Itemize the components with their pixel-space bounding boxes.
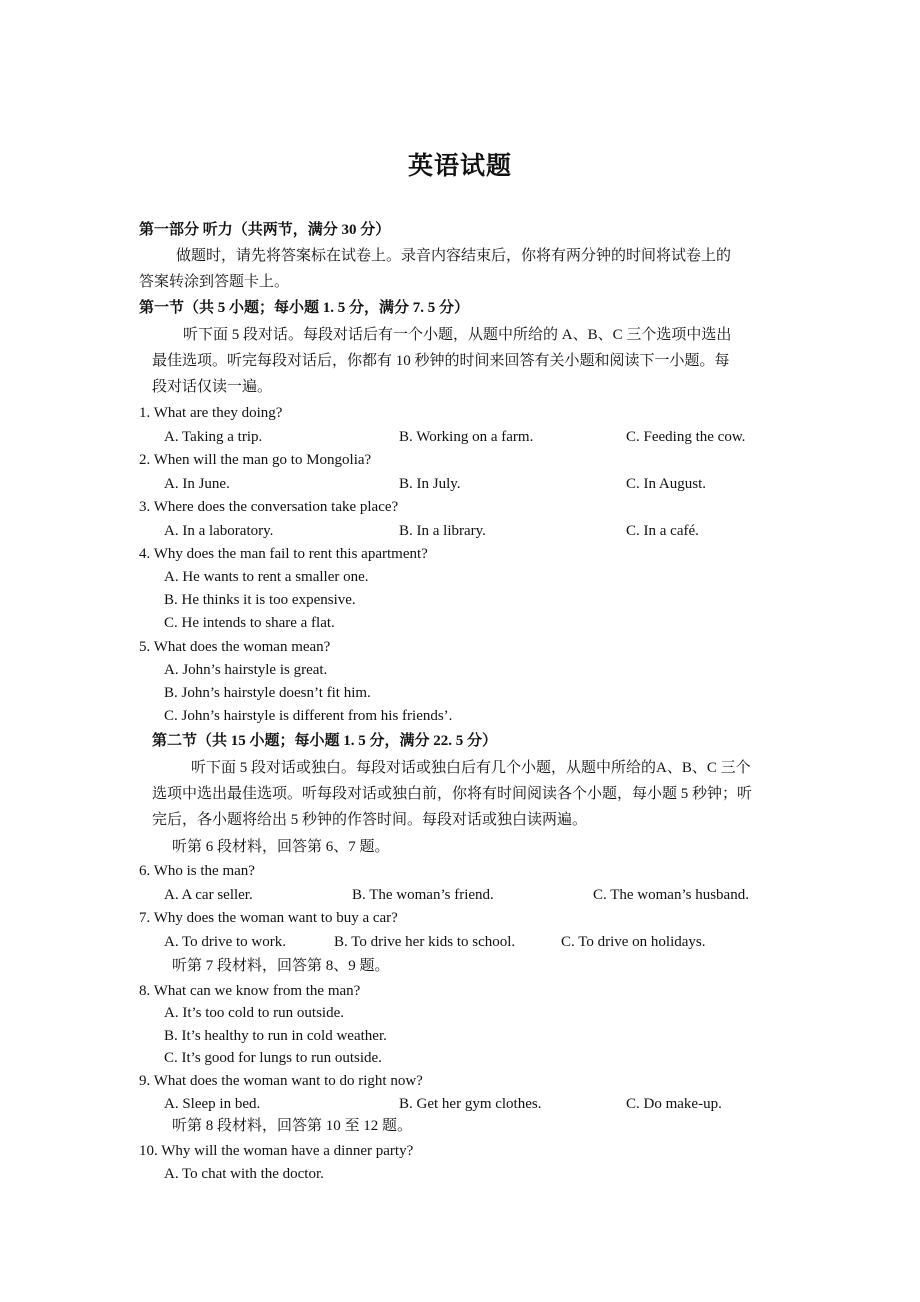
- q9-option-b: B. Get her gym clothes.: [399, 1096, 542, 1112]
- q6-option-b: B. The woman’s friend.: [352, 887, 494, 903]
- part1-instructions-line2: 答案转涂到答题卡上。: [139, 274, 290, 290]
- q7-option-a: A. To drive to work.: [164, 934, 286, 950]
- q6-option-a: A. A car seller.: [164, 887, 253, 903]
- question-5: 5. What does the woman mean?: [139, 639, 331, 655]
- section2-instructions-line2: 选项中选出最佳选项。听每段对话或独白前，你将有时间阅读各个小题，每小题 5 秒钟；听: [152, 786, 753, 802]
- q6-option-c: C. The woman’s husband.: [593, 887, 749, 903]
- q7-option-b: B. To drive her kids to school.: [334, 934, 516, 950]
- q4-option-b: B. He thinks it is too expensive.: [164, 592, 356, 608]
- q4-option-a: A. He wants to rent a smaller one.: [164, 569, 369, 585]
- q8-option-b: B. It’s healthy to run in cold weather.: [164, 1028, 387, 1044]
- question-9: 9. What does the woman want to do right now?: [139, 1073, 423, 1089]
- page-title: 英语试题: [407, 151, 512, 180]
- material-7-note: 听第 7 段材料，回答第 8、9 题。: [172, 958, 390, 974]
- material-8-note: 听第 8 段材料，回答第 10 至 12 题。: [172, 1118, 413, 1134]
- section1-heading: 第一节（共 5 小题；每小题 1. 5 分，满分 7. 5 分）: [139, 300, 470, 316]
- q1-option-b: B. Working on a farm.: [399, 429, 534, 445]
- material-6-note: 听第 6 段材料，回答第 6、7 题。: [172, 839, 390, 855]
- q10-option-a: A. To chat with the doctor.: [164, 1166, 324, 1182]
- section1-instructions-line3: 段对话仅读一遍。: [152, 379, 273, 395]
- q9-option-c: C. Do make-up.: [626, 1096, 722, 1112]
- question-3: 3. Where does the conversation take place?: [139, 499, 399, 515]
- q4-option-c: C. He intends to share a flat.: [164, 615, 335, 631]
- q2-option-b: B. In July.: [399, 476, 461, 492]
- section2-heading: 第二节（共 15 小题；每小题 1. 5 分，满分 22. 5 分）: [152, 733, 498, 749]
- q2-option-a: A. In June.: [164, 476, 230, 492]
- section1-instructions-line2: 最佳选项。听完每段对话后，你都有 10 秒钟的时间来回答有关小题和阅读下一小题。每: [152, 353, 730, 369]
- question-4: 4. Why does the man fail to rent this apartment?: [139, 546, 428, 562]
- q5-option-b: B. John’s hairstyle doesn’t fit him.: [164, 685, 371, 701]
- q1-option-c: C. Feeding the cow.: [626, 429, 746, 445]
- q9-option-a: A. Sleep in bed.: [164, 1096, 261, 1112]
- q3-option-a: A. In a laboratory.: [164, 523, 274, 539]
- q7-option-c: C. To drive on holidays.: [561, 934, 706, 950]
- question-6: 6. Who is the man?: [139, 863, 255, 879]
- question-7: 7. Why does the woman want to buy a car?: [139, 910, 398, 926]
- question-10: 10. Why will the woman have a dinner party?: [139, 1143, 414, 1159]
- q2-option-c: C. In August.: [626, 476, 707, 492]
- q8-option-a: A. It’s too cold to run outside.: [164, 1005, 344, 1021]
- section1-instructions-line1: 听下面 5 段对话。每段对话后有一个小题，从题中所给的 A、B、C 三个选项中选出: [183, 327, 732, 343]
- question-1: 1. What are they doing?: [139, 405, 283, 421]
- q5-option-c: C. John’s hairstyle is different from his friends’.: [164, 708, 453, 724]
- section2-instructions-line1: 听下面 5 段对话或独白。每段对话或独白后有几个小题，从题中所给的A、B、C 三个: [191, 760, 751, 776]
- part1-heading: 第一部分 听力（共两节，满分 30 分）: [139, 222, 391, 238]
- q3-option-c: C. In a café.: [626, 523, 699, 539]
- q3-option-b: B. In a library.: [399, 523, 486, 539]
- q5-option-a: A. John’s hairstyle is great.: [164, 662, 328, 678]
- question-2: 2. When will the man go to Mongolia?: [139, 452, 372, 468]
- question-8: 8. What can we know from the man?: [139, 983, 361, 999]
- section2-instructions-line3: 完后，各小题将给出 5 秒钟的作答时间。每段对话或独白读两遍。: [152, 812, 588, 828]
- part1-instructions-line1: 做题时，请先将答案标在试卷上。录音内容结束后，你将有两分钟的时间将试卷上的: [176, 248, 732, 264]
- q8-option-c: C. It’s good for lungs to run outside.: [164, 1050, 382, 1066]
- q1-option-a: A. Taking a trip.: [164, 429, 263, 445]
